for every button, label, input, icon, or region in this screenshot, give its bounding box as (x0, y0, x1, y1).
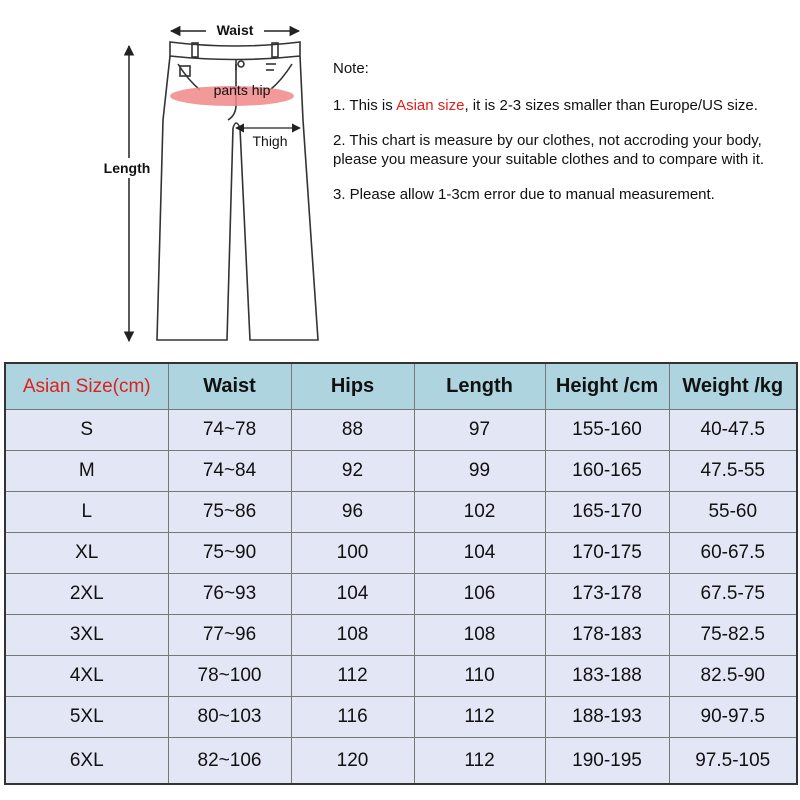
cell-hips: 92 (291, 451, 414, 492)
cell-size: 3XL (5, 615, 168, 656)
size-chart-table (4, 362, 798, 785)
cell-weight: 60-67.5 (669, 533, 797, 574)
header-length: Length (414, 363, 545, 410)
cell-weight: 47.5-55 (669, 451, 797, 492)
cell-waist: 77~96 (168, 615, 291, 656)
cell-weight: 97.5-105 (669, 738, 797, 785)
header-weight: Weight /kg (669, 363, 797, 410)
cell-weight: 40-47.5 (669, 410, 797, 451)
header-waist: Waist (168, 363, 291, 410)
cell-height: 173-178 (545, 574, 669, 615)
cell-length: 108 (414, 615, 545, 656)
cell-size: M (5, 451, 168, 492)
table-header-row (5, 363, 797, 410)
cell-hips: 108 (291, 615, 414, 656)
cell-weight: 75-82.5 (669, 615, 797, 656)
table-row (5, 697, 797, 738)
note-item-1 (333, 97, 773, 116)
cell-size: XL (5, 533, 168, 574)
cell-length: 104 (414, 533, 545, 574)
cell-height: 183-188 (545, 656, 669, 697)
cell-hips: 116 (291, 697, 414, 738)
hip-label: pants hip (213, 82, 271, 98)
cell-length: 97 (414, 410, 545, 451)
cell-hips: 112 (291, 656, 414, 697)
cell-size: 5XL (5, 697, 168, 738)
notes-block (333, 60, 773, 222)
cell-waist: 76~93 (168, 574, 291, 615)
waist-label: Waist (216, 22, 254, 38)
cell-height: 170-175 (545, 533, 669, 574)
cell-waist: 74~84 (168, 451, 291, 492)
length-label: Length (103, 160, 151, 176)
table-row (5, 574, 797, 615)
cell-hips: 120 (291, 738, 414, 785)
cell-hips: 104 (291, 574, 414, 615)
cell-length: 110 (414, 656, 545, 697)
cell-waist: 75~86 (168, 492, 291, 533)
cell-waist: 78~100 (168, 656, 291, 697)
cell-size: 2XL (5, 574, 168, 615)
note-item-2 (333, 132, 773, 169)
cell-waist: 75~90 (168, 533, 291, 574)
cell-hips: 96 (291, 492, 414, 533)
table-row (5, 451, 797, 492)
cell-height: 188-193 (545, 697, 669, 738)
cell-waist: 82~106 (168, 738, 291, 785)
cell-weight: 82.5-90 (669, 656, 797, 697)
cell-hips: 88 (291, 410, 414, 451)
cell-length: 112 (414, 738, 545, 785)
cell-hips: 100 (291, 533, 414, 574)
cell-height: 160-165 (545, 451, 669, 492)
note-2-line-2: please you measure your suitable clothes and to compare with it. (333, 150, 765, 168)
note-2-line-1: 2. This chart is measure by our clothes, not accroding your body, (333, 132, 762, 149)
cell-waist: 80~103 (168, 697, 291, 738)
table-row (5, 738, 797, 785)
cell-size: 6XL (5, 738, 168, 785)
table-row (5, 492, 797, 533)
table-row (5, 656, 797, 697)
thigh-label: Thigh (252, 133, 288, 149)
header-size: Asian Size(cm) (5, 363, 168, 410)
cell-height: 155-160 (545, 410, 669, 451)
note-item-3: 3. Please allow 1-3cm error due to manual measurement. (333, 186, 715, 203)
cell-length: 99 (414, 451, 545, 492)
cell-waist: 74~78 (168, 410, 291, 451)
header-height: Height /cm (545, 363, 669, 410)
table-row (5, 615, 797, 656)
cell-height: 165-170 (545, 492, 669, 533)
cell-size: 4XL (5, 656, 168, 697)
pants-diagram (0, 0, 330, 350)
cell-length: 102 (414, 492, 545, 533)
note-1-prefix: 1. This is (333, 96, 397, 114)
cell-length: 112 (414, 697, 545, 738)
cell-length: 106 (414, 574, 545, 615)
note-1-suffix: , it is 2-3 sizes smaller than Europe/US size. (464, 96, 758, 114)
header-hips: Hips (291, 363, 414, 410)
cell-height: 178-183 (545, 615, 669, 656)
cell-height: 190-195 (545, 738, 669, 785)
cell-weight: 90-97.5 (669, 697, 797, 738)
table-row (5, 533, 797, 574)
notes-title: Note: (333, 60, 369, 77)
cell-weight: 55-60 (669, 492, 797, 533)
note-1-highlight: Asian size (396, 96, 465, 114)
table-row (5, 410, 797, 451)
cell-weight: 67.5-75 (669, 574, 797, 615)
cell-size: L (5, 492, 168, 533)
cell-size: S (5, 410, 168, 451)
